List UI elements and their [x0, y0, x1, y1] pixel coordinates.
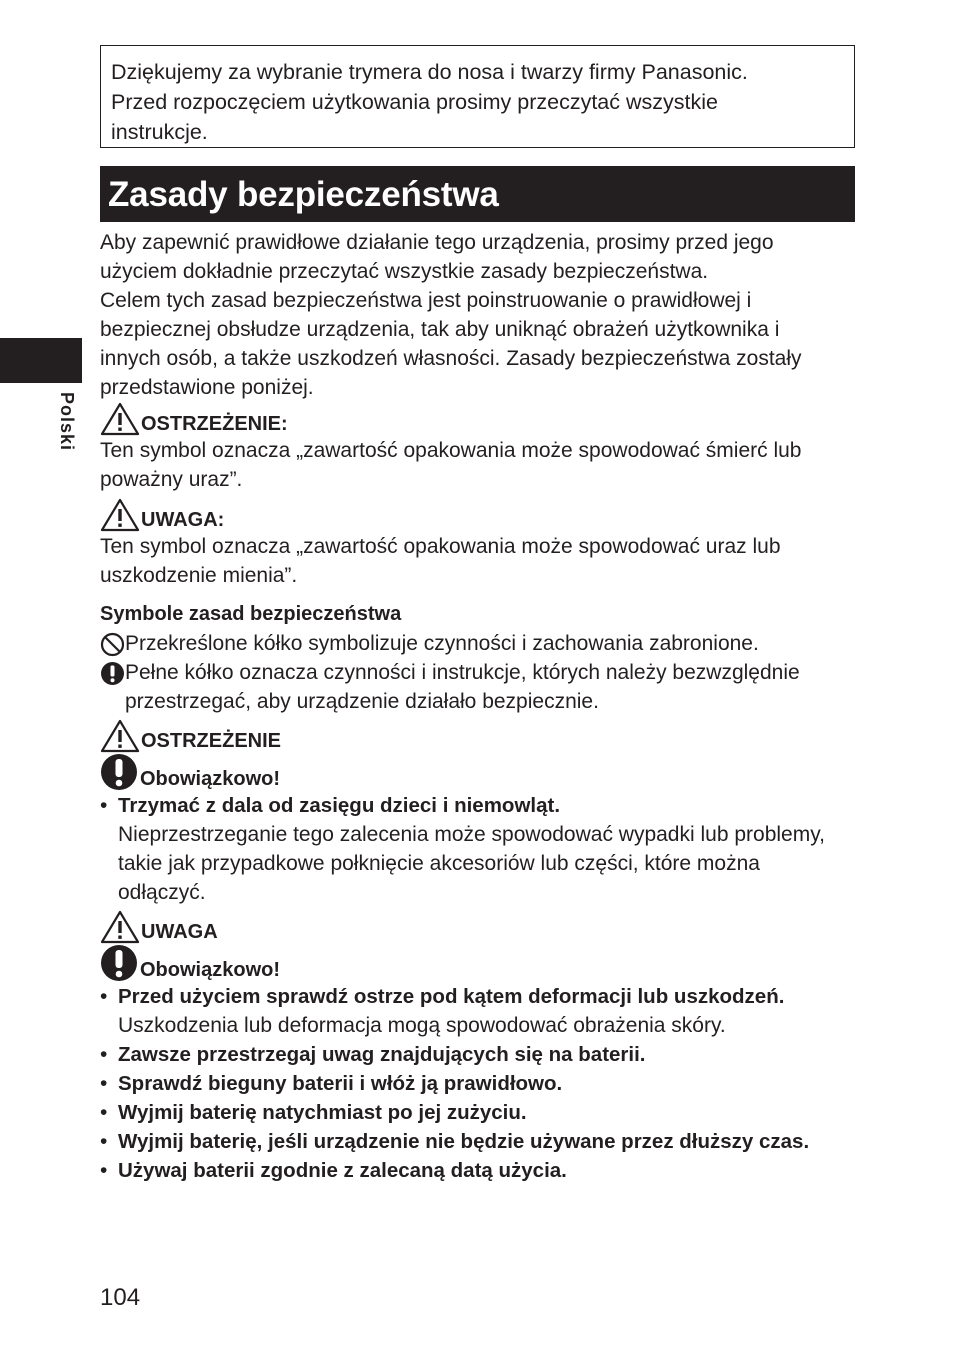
main-content — [100, 228, 860, 1185]
bullet-dot: • — [100, 1130, 108, 1153]
prohibited-row — [100, 629, 860, 658]
list-item — [100, 982, 860, 1040]
intro-line-2: Przed rozpoczęciem użytkowania prosimy przeczytać wszystkie — [111, 90, 718, 114]
bullet-title: Wyjmij baterię natychmiast po jej zużyciu. — [118, 1101, 527, 1124]
caution-section — [100, 907, 860, 1185]
paragraph-line: innych osób, a także uszkodzeń własności. Zasady bezpieczeństwa zostały — [100, 347, 802, 370]
warning-label: OSTRZEŻENIE: — [141, 413, 288, 435]
intro-box — [100, 45, 855, 148]
paragraph-line: Aby zapewnić prawidłowe działanie tego urządzenia, prosimy przed jego — [100, 231, 774, 254]
language-tab — [0, 338, 82, 383]
mandatory-row — [100, 658, 860, 716]
bullet-title: Sprawdź bieguny baterii i włóż ją prawidłowo. — [118, 1072, 563, 1095]
bullet-title: Wyjmij baterię, jeśli urządzenie nie będzie używane przez dłuższy czas. — [118, 1130, 810, 1153]
mandatory-text-line: Pełne kółko oznacza czynności i instrukcje, których należy bezwzględnie — [125, 661, 800, 684]
bullet-text: Uszkodzenia lub deformacja mogą spowodować obrażenia skóry. — [118, 1014, 726, 1037]
caution-def-line: uszkodzenie mienia”. — [100, 564, 298, 587]
bullet-dot: • — [100, 1159, 108, 1182]
intro-line-1: Dziękujemy za wybranie trymera do nosa i twarzy firmy Panasonic. — [111, 60, 748, 84]
caution-label: UWAGA: — [141, 509, 225, 531]
mandatory-exclamation-icon — [100, 661, 125, 686]
bullet-dot: • — [100, 1072, 108, 1095]
symbols-heading: Symbole zasad bezpieczeństwa — [100, 603, 402, 625]
page-number: 104 — [100, 1284, 141, 1311]
warning-triangle-icon — [100, 402, 140, 436]
paragraph-line: bezpiecznej obsłudze urządzenia, tak aby uniknąć obrażeń użytkownika i — [100, 318, 780, 341]
list-item — [100, 1156, 860, 1185]
warning-section-label: OSTRZEŻENIE — [141, 730, 282, 752]
bullet-title: Zawsze przestrzegaj uwag znajdujących się na baterii. — [118, 1043, 646, 1066]
list-item — [100, 1069, 860, 1098]
bullet-title: Trzymać z dala od zasięgu dzieci i niemowląt. — [118, 794, 561, 817]
list-item — [100, 1127, 860, 1156]
warning-section — [100, 716, 860, 907]
mandatory-exclamation-icon — [100, 944, 138, 982]
bullet-text: odłączyć. — [118, 881, 206, 904]
bullet-text: takie jak przypadkowe połknięcie akcesoriów lub części, które można — [118, 852, 760, 875]
symbols-section — [100, 600, 860, 716]
list-item — [100, 791, 860, 907]
caution-definition — [100, 494, 860, 590]
warning-triangle-icon — [100, 498, 140, 532]
bullet-dot: • — [100, 985, 108, 1008]
warning-def-line: poważny uraz”. — [100, 468, 243, 491]
prohibited-text: Przekreślone kółko symbolizuje czynności i zachowania zabronione. — [125, 632, 759, 655]
caution-section-label: UWAGA — [141, 921, 218, 943]
bullet-dot: • — [100, 1043, 108, 1066]
list-item — [100, 1098, 860, 1127]
intro-paragraph — [100, 228, 860, 402]
warning-triangle-icon — [100, 719, 140, 753]
warning-definition — [100, 402, 860, 494]
prohibited-circle-icon — [100, 632, 125, 657]
intro-line-3: instrukcje. — [111, 120, 208, 144]
caution-def-line: Ten symbol oznacza „zawartość opakowania może spowodować uraz lub — [100, 535, 781, 558]
bullet-title: Przed użyciem sprawdź ostrze pod kątem deformacji lub uszkodzeń. — [118, 985, 785, 1008]
mandatory-text-line: przestrzegać, aby urządzenie działało bezpiecznie. — [125, 690, 599, 713]
paragraph-line: przedstawione poniżej. — [100, 376, 314, 399]
paragraph-line: użyciem dokładnie przeczytać wszystkie zasady bezpieczeństwa. — [100, 260, 709, 283]
list-item — [100, 1040, 860, 1069]
bullet-dot: • — [100, 794, 108, 817]
bullet-title: Używaj baterii zgodnie z zalecaną datą użycia. — [118, 1159, 567, 1182]
warning-def-line: Ten symbol oznacza „zawartość opakowania może spowodować śmierć lub — [100, 439, 802, 462]
section-title: Zasady bezpieczeństwa — [100, 166, 855, 222]
language-label: Polski — [57, 392, 77, 452]
paragraph-line: Celem tych zasad bezpieczeństwa jest poinstruowanie o prawidłowej i — [100, 289, 752, 312]
warning-triangle-icon — [100, 910, 140, 944]
mandatory-label: Obowiązkowo! — [140, 959, 280, 981]
mandatory-label: Obowiązkowo! — [140, 768, 280, 790]
bullet-dot: • — [100, 1101, 108, 1124]
mandatory-exclamation-icon — [100, 753, 138, 791]
bullet-text: Nieprzestrzeganie tego zalecenia może spowodować wypadki lub problemy, — [118, 823, 825, 846]
